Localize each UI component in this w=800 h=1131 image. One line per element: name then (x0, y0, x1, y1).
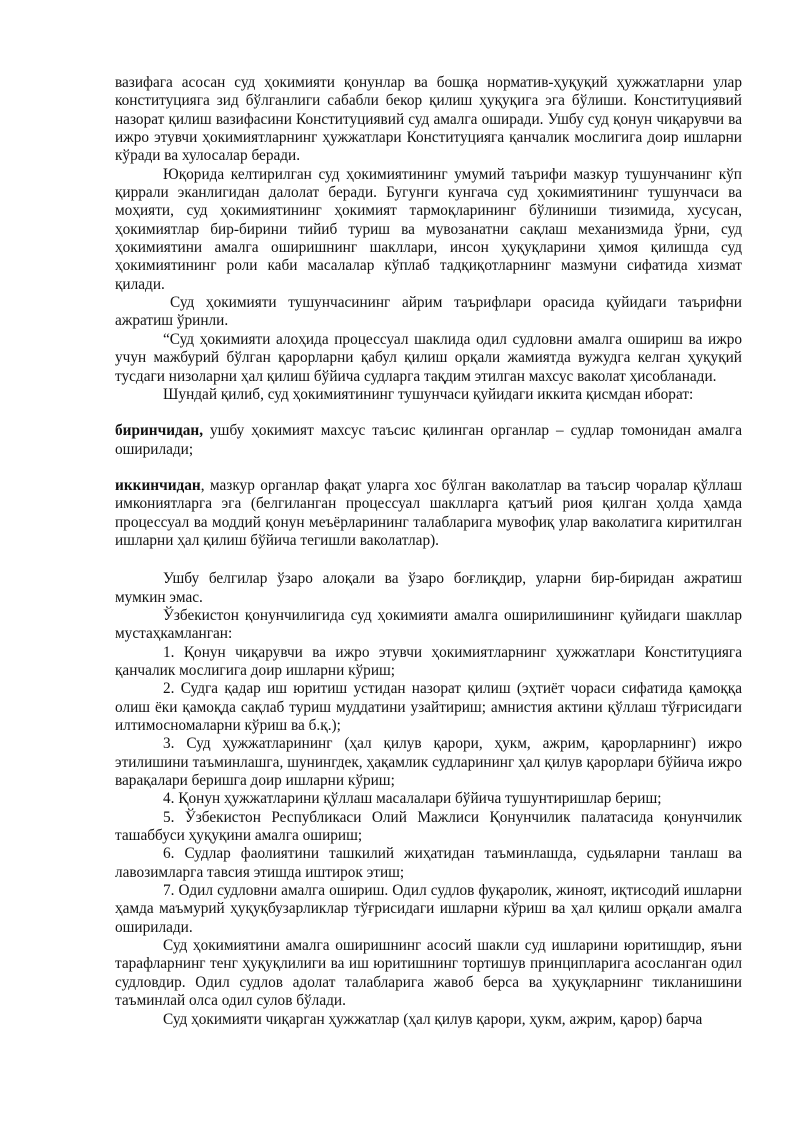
list-item: 3. Суд ҳужжатларининг (ҳал қилув қарори, ҳукм, ажрим, қарорларнинг) ижро этилишини таъминлашга, шунингдек, ҳақамлик судларининг ҳал қилув қарорлари бўйича ижро варақалари беришга доир ишларни кўриш; (115, 735, 742, 790)
list-item: 6. Судлар фаолиятини ташкилий жиҳатидан таъминлашда, судьяларни танлаш ва лавозимларга тавсия этишда иштирок этиш; (115, 845, 742, 881)
first-part-text: ушбу ҳокимият махсус таъсис қилинган органлар – судлар томонидан амалга оширилади; (115, 422, 742, 458)
paragraph-main-form: Суд ҳокимиятини амалга оширишнинг асосий шакли суд ишларини юритишдир, яъни тарафларнинг тенг ҳуқуқлилиги ва иш юритишнинг тортишув принципларига асосланган одил судловдир. Одил судлов адолат талабларига жавоб берса ва ҳуқуқларнинг тикланишини таъминлай олса одил сулов бўлади. (115, 937, 742, 1010)
document-page (115, 74, 742, 1029)
list-item: 1. Қонун чиқарувчи ва ижро этувчи ҳокимиятларнинг ҳужжатлари Конституцияга қанчалик мослигига доир ишларни кўриш; (115, 643, 742, 679)
paragraph-court-documents: Суд ҳокимияти чиқарган ҳужжатлар (ҳал қилув қарори, ҳукм, ажрим, қарор) барча (163, 1010, 703, 1028)
paragraph-two-parts: Шундай қилиб, суд ҳокимиятининг тушунчаси қуйидаги иккита қисмдан иборат: (163, 385, 694, 403)
list-item: 4. Қонун ҳужжатларини қўллаш масалалари бўйича тушунтиришлар бериш; (163, 790, 662, 808)
first-part-label: биринчидан, (115, 422, 204, 440)
paragraph-interrelated-signs: Ушбу белгилар ўзаро алоқали ва ўзаро боғлиқдир, уларни бир-биридан ажратиш мумкин эмас. (115, 570, 742, 606)
second-part-text: , мазкур органлар фақат уларга хос бўлган ваколатлар ва таъсир чоралар қўллаш имкониятларга эга (белгиланган процессуал шаклларга қатъий риоя қилган ҳолда ҳамда процессуал ва моддий қонун меъёрларининг талабларига мувофиқ улар ваколатига киритилган ишларни ҳал қилиш бўйича тегишли ваколатлар). (115, 476, 742, 549)
list-item: 2. Судга қадар иш юритиш устидан назорат қилиш (эҳтиёт чораси сифатида қамоққа олиш ёки қамоқда сақлаб туриш муддатини узайтириш; амнистия актини қўллаш тўғрисидаги илтимосномаларни кўриш ва б.қ.); (115, 680, 742, 734)
paragraph-general-definition: Юқорида келтирилган суд ҳокимиятининг умумий таърифи мазкур тушунчанинг кўп қиррали эканлигидан далолат беради. Бугунги кунгача суд ҳокимиятининг тушунчаси ва моҳияти, суд ҳокимиятининг ҳокимият тармоқларининг бўлиниши тизимида, хусусан, ҳокимиятлар бир-бирини тийиб туриш ва мувозанатни сақлаш механизмида ўрни, суд ҳокимиятини амалга оширишнинг шакллари, инсон ҳуқуқларини ҳимоя қилишда суд ҳокимиятининг роли каби масалалар кўплаб тадқиқотларнинг мазмуни сифатида хизмат қилади. (115, 165, 742, 293)
paragraph-constitutional-control: вазифага асосан суд ҳокимияти қонунлар ва бошқа норматив-ҳуқуқий ҳужжатларни улар конституцияга зид бўлганлиги сабабли бекор қилиш ҳуқуқига эга бўлиши. Конституциявий назорат қилиш вазифасини Конституциявий суд амалга оширади. Ушбу суд қонун чиқарувчи ва ижро этувчи ҳокимиятларнинг ҳужжатлари Конституцияга қанчалик мослигига доир ишларни кўради ва хулосалар беради. (115, 74, 742, 165)
paragraph-definition-quote: “Суд ҳокимияти алоҳида процессуал шаклида одил судловни амалга ошириш ва ижро учун мажбурий бўлган қарорларни қабул қилиш орқали жамиятда вужудга келган ҳуқуқий тусдаги низоларни ҳал қилиш бўйича судларга тақдим этилган махсус ваколат ҳисобланади. (115, 330, 742, 385)
paragraph-first-part (115, 422, 742, 459)
paragraph-definition-intro: Суд ҳокимияти тушунчасининг айрим таърифлари орасида қуйидаги таърифни ажратиш ўринли. (115, 294, 742, 330)
list-item: 7. Одил судловни амалга ошириш. Одил судлов фуқаролик, жиноят, иқтисодий ишларни ҳамда маъмурий ҳуқуқбузарликлар тўғрисидаги ишларни кўриш ва ҳал қилиш орқали амалга оширилади. (115, 882, 742, 936)
paragraph-second-part (115, 477, 742, 550)
second-part-label: иккинчидан (115, 476, 201, 494)
paragraph-forms-intro: Ўзбекистон қонунчилигида суд ҳокимияти амалга оширилишининг қуйидаги шакллар мустаҳкамланган: (115, 606, 742, 643)
list-item: 5. Ўзбекистон Республикаси Олий Мажлиси Қонунчилик палатасида қонунчилик ташаббуси ҳуқуқини амалга ошириш; (115, 808, 742, 845)
